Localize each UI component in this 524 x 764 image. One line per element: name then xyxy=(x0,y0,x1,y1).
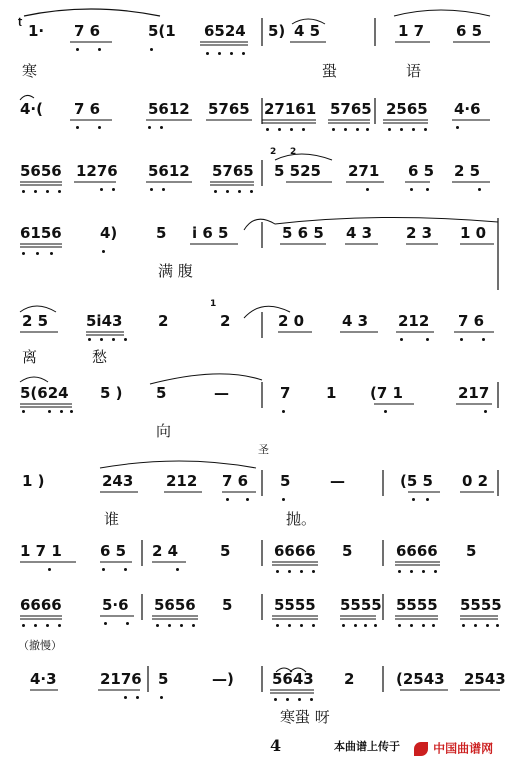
note-group: 5 xyxy=(156,384,167,402)
note-group: 2 xyxy=(158,312,169,330)
note-group: 1 0 xyxy=(460,224,487,242)
note-group: 1 ) xyxy=(22,472,45,490)
note-group: 6156 xyxy=(20,224,62,242)
note-group: 5 xyxy=(342,542,353,560)
note-group: (7 1 xyxy=(370,384,403,402)
note-group: 4·6 xyxy=(454,100,481,118)
note-group: 5·6 xyxy=(102,596,129,614)
lyric: 寒 xyxy=(22,62,38,80)
note-group: —) xyxy=(212,670,234,688)
note-group: 5 xyxy=(222,596,233,614)
note-group: 6666 xyxy=(274,542,316,560)
note-group: i 6 5 xyxy=(192,224,229,242)
lyric: 语 xyxy=(406,62,422,80)
note-group: 2 3 xyxy=(406,224,433,242)
note-group: 5555 xyxy=(274,596,316,614)
note-group: 2176 xyxy=(100,670,142,688)
note-group: 5 ) xyxy=(100,384,123,402)
logo-icon xyxy=(414,742,428,756)
note-group: 217 xyxy=(458,384,490,402)
note-group: 2 xyxy=(220,312,231,330)
note-group: 2 xyxy=(344,670,355,688)
note-group: 5 xyxy=(466,542,477,560)
note-group: 7 6 xyxy=(74,100,101,118)
note-group: 2 0 xyxy=(278,312,305,330)
note-group: 212 xyxy=(398,312,430,330)
note-group: — xyxy=(214,384,229,402)
note-group: 5643 xyxy=(272,670,314,688)
note-group: 5765 xyxy=(330,100,372,118)
note-group: 1· xyxy=(28,22,45,40)
note-group: 5656 xyxy=(20,162,62,180)
site-logo xyxy=(414,740,493,756)
note-group: 6666 xyxy=(20,596,62,614)
note-group: 5 xyxy=(280,472,291,490)
note-group: 5765 xyxy=(212,162,254,180)
lyric: 离 xyxy=(22,348,38,366)
note-group: 2543 xyxy=(464,670,506,688)
note-group: 5 xyxy=(158,670,169,688)
note-group: 5555 xyxy=(340,596,382,614)
note-group: 5612 xyxy=(148,162,190,180)
note-group: 7 6 xyxy=(74,22,101,40)
note-group: 1 7 xyxy=(398,22,425,40)
upload-note: 本曲谱上传于 xyxy=(334,741,400,753)
note-group: 5 xyxy=(156,224,167,242)
note-group: 243 xyxy=(102,472,134,490)
note-group: 6 5 xyxy=(408,162,435,180)
grace-note: 1 xyxy=(210,299,217,309)
note-group: 5 xyxy=(220,542,231,560)
logo-text: 中国曲谱网 xyxy=(433,741,494,756)
note-group: 5555 xyxy=(396,596,438,614)
tempo-marking: （撤慢） xyxy=(18,639,62,652)
note-group: 7 6 xyxy=(458,312,485,330)
ornament-mark: ʈ xyxy=(18,17,23,27)
note-group: 5612 xyxy=(148,100,190,118)
note-group: 2 4 xyxy=(152,542,179,560)
note-group: 6 5 xyxy=(100,542,127,560)
note-group: 7 xyxy=(280,384,291,402)
lyric: 寒蛩 呀 xyxy=(280,708,330,726)
note-group: 212 xyxy=(166,472,198,490)
grace-note: 2 xyxy=(270,147,277,157)
lyric: 愁 xyxy=(92,348,108,366)
note-group: 5(624 xyxy=(20,384,69,402)
note-group: 5656 xyxy=(154,596,196,614)
note-group: 2 5 xyxy=(22,312,49,330)
note-group: 5765 xyxy=(208,100,250,118)
note-group: 4·( xyxy=(20,100,43,118)
note-group: (2543 xyxy=(396,670,445,688)
note-group: 2 5 xyxy=(454,162,481,180)
note-group: 4·3 xyxy=(30,670,57,688)
note-group: 5(1 xyxy=(148,22,176,40)
note-group: 4 3 xyxy=(342,312,369,330)
lyric: 抛。 xyxy=(286,510,317,528)
note-group: 1276 xyxy=(76,162,118,180)
note-group: 4 3 xyxy=(346,224,373,242)
note-group: 4) xyxy=(100,224,118,242)
note-group: 1 xyxy=(326,384,337,402)
lyric: 蛩 xyxy=(322,62,338,80)
note-group: 5 525 xyxy=(274,162,321,180)
annotation-mark: 圣 xyxy=(258,443,269,456)
grace-note: 2 xyxy=(290,147,297,157)
note-group: 5) xyxy=(268,22,286,40)
lyric: 满 腹 xyxy=(158,262,193,280)
lyric: 向 xyxy=(156,422,172,440)
note-group: 5 6 5 xyxy=(282,224,324,242)
page-number: 4 xyxy=(270,736,282,755)
lyric: 谁 xyxy=(104,510,120,528)
note-group: 6524 xyxy=(204,22,246,40)
note-group: 5i43 xyxy=(86,312,123,330)
note-group: 5555 xyxy=(460,596,502,614)
note-group: 6666 xyxy=(396,542,438,560)
note-group: 1 7 1 xyxy=(20,542,62,560)
note-group: 27161 xyxy=(264,100,317,118)
note-group: 0 2 xyxy=(462,472,489,490)
note-group: 271 xyxy=(348,162,380,180)
note-group: (5 5 xyxy=(400,472,433,490)
note-group: 4 5 xyxy=(294,22,321,40)
note-group: — xyxy=(330,472,345,490)
note-group: 7 6 xyxy=(222,472,249,490)
note-group: 6 5 xyxy=(456,22,483,40)
note-group: 2565 xyxy=(386,100,428,118)
